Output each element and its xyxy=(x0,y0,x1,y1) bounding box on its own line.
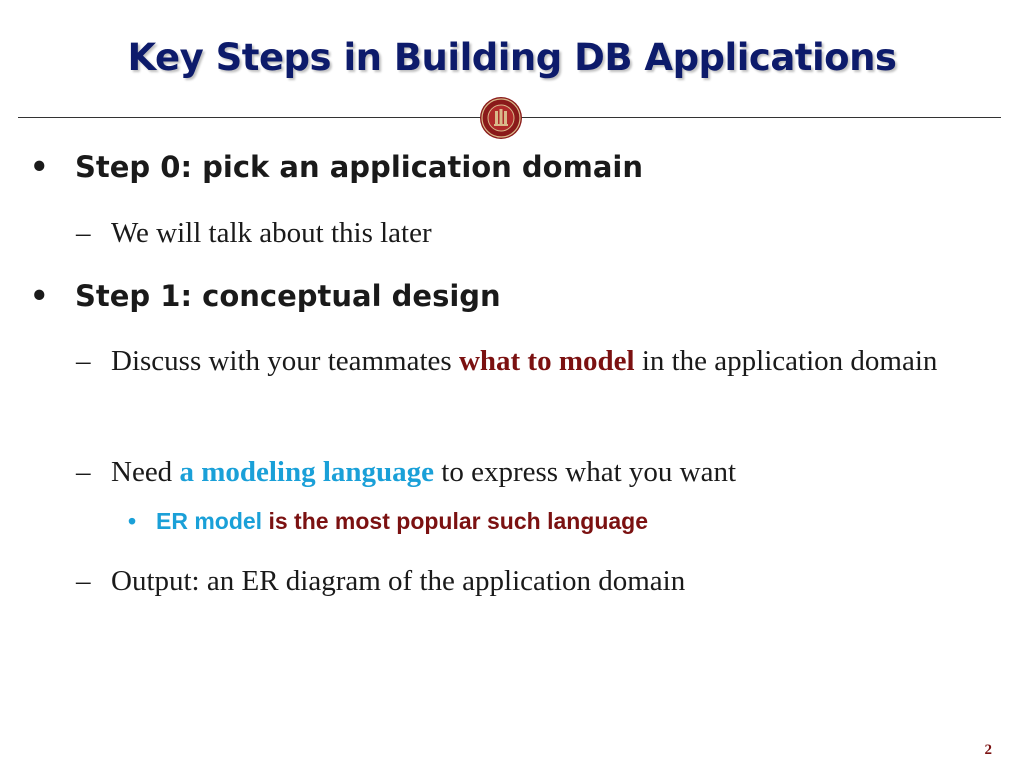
sub-sub-item-er-model-text xyxy=(156,508,648,535)
modeling-language-highlight: a modeling language xyxy=(179,456,435,488)
sub-item-output-text: Output: an ER diagram of the application domain xyxy=(111,565,686,597)
discuss-after: in the application domain xyxy=(634,345,938,377)
dash: – xyxy=(76,217,91,249)
dash: – xyxy=(76,565,91,597)
discuss-before: Discuss with your teammates xyxy=(111,345,459,377)
dash: – xyxy=(76,456,91,488)
need-after: to express what you want xyxy=(434,456,737,488)
bullet-dot: • xyxy=(30,279,49,313)
bullet-dot: • xyxy=(30,150,49,184)
sub-item-discuss-text xyxy=(111,336,961,386)
need-before: Need xyxy=(111,456,180,488)
page-number: 2 xyxy=(984,742,992,758)
er-model-highlight: ER model xyxy=(156,508,263,534)
sub-item-talk-later-text: We will talk about this later xyxy=(111,217,432,249)
sub-item-need-language-text xyxy=(111,447,961,497)
er-model-rest: is the most popular such language xyxy=(262,508,649,534)
university-seal-icon xyxy=(479,96,523,140)
slide-title: Key Steps in Building DB Applications xyxy=(127,36,897,79)
bullet-dot: • xyxy=(128,508,137,534)
bullet-step-1-text: Step 1: conceptual design xyxy=(75,279,501,313)
what-to-model-highlight: what to model xyxy=(458,345,635,377)
bullet-step-0-text: Step 0: pick an application domain xyxy=(75,150,643,184)
dash: – xyxy=(76,345,91,377)
